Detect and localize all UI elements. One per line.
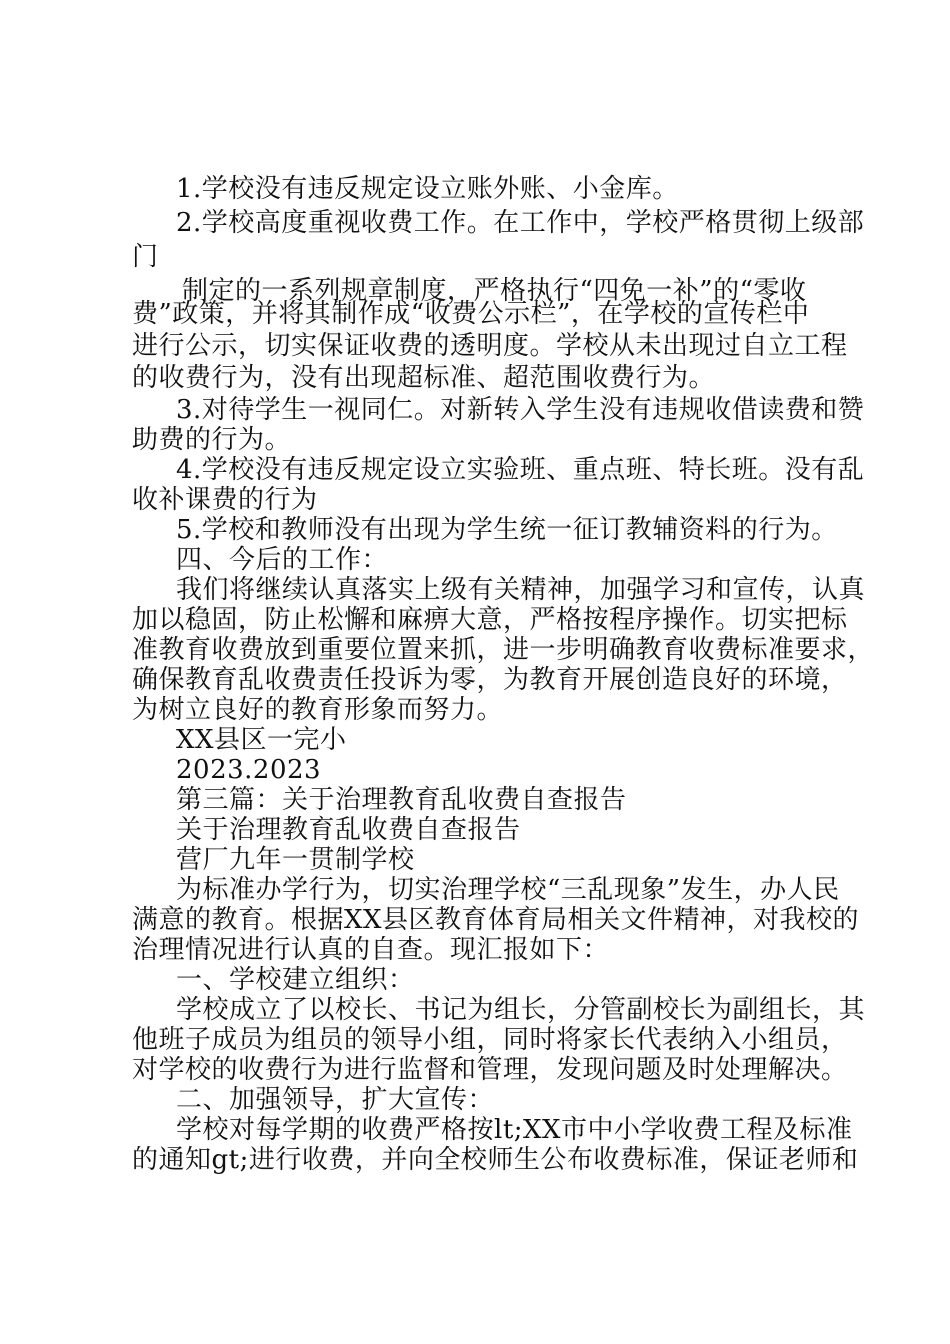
paragraph-line: 3.对待学生一视同仁。对新转入学生没有违规收借读费和赞 [176, 395, 865, 425]
paragraph-line: 学校对每学期的收费严格按lt;XX市中小学收费工程及标准 [176, 1115, 853, 1145]
school-name: 营厂九年一贯制学校 [176, 845, 415, 875]
paragraph-line: 为标准办学行为，切实治理学校“三乱现象”发生，办人民 [176, 875, 840, 905]
report-title: 关于治理教育乱收费自查报告 [176, 815, 521, 845]
paragraph-line: 门 [132, 242, 159, 272]
paragraph-line: 学校成立了以校长、书记为组长，分管副校长为副组长，其 [176, 995, 866, 1025]
paragraph-line: 他班子成员为组员的领导小组，同时将家长代表纳入小组员， [132, 1025, 848, 1055]
paragraph-line: 满意的教育。根据XX县区教育体育局相关文件精神，对我校的 [132, 905, 860, 935]
paragraph-line: 进行公示，切实保证收费的透明度。学校从未出现过自立工程 [132, 331, 848, 361]
paragraph-line: 确保教育乱收费责任投诉为零，为教育开展创造良好的环境， [132, 665, 848, 695]
date-line: 2023.2023 [176, 755, 322, 785]
paragraph-line: 准教育收费放到重要位置来抓，进一步明确教育收费标准要求， [132, 635, 875, 665]
paragraph-line: 为树立良好的教育形象而努力。 [132, 695, 504, 725]
paragraph-line: 助费的行为。 [132, 425, 292, 455]
paragraph-line: 1.学校没有违反规定设立账外账、小金库。 [176, 174, 679, 204]
signature-line: XX县区一完小 [176, 725, 347, 755]
section-heading: 一、学校建立组织： [176, 965, 415, 995]
section-heading: 二、加强领导，扩大宣传： [176, 1085, 495, 1115]
section-heading: 四、今后的工作： [176, 545, 389, 575]
paragraph-line: 4.学校没有违反规定设立实验班、重点班、特长班。没有乱 [176, 455, 865, 485]
paragraph-line: 收补课费的行为 [132, 485, 318, 515]
paragraph-line: 治理情况进行认真的自查。现汇报如下： [132, 935, 610, 965]
chapter-heading: 第三篇：关于治理教育乱收费自查报告 [176, 785, 627, 815]
paragraph-line: 5.学校和教师没有出现为学生统一征订教辅资料的行为。 [176, 515, 838, 545]
paragraph-line: 2.学校高度重视收费工作。在工作中，学校严格贯彻上级部 [176, 208, 865, 238]
paragraph-line: 费”政策，并将其制作成“收费公示栏”，在学校的宣传栏中 [132, 299, 810, 329]
paragraph-line: 对学校的收费行为进行监督和管理，发现问题及时处理解决。 [132, 1055, 848, 1085]
paragraph-line: 制定的一系列规章制度，严格执行“四免一补”的“零收 [182, 276, 807, 306]
paragraph-line: 我们将继续认真落实上级有关精神，加强学习和宣传，认真 [176, 575, 866, 605]
paragraph-line: 的收费行为，没有出现超标准、超范围收费行为。 [132, 363, 716, 393]
paragraph-line: 的通知gt;进行收费，并向全校师生公布收费标准，保证老师和 [132, 1145, 859, 1175]
paragraph-line: 加以稳固，防止松懈和麻痹大意，严格按程序操作。切实把标 [132, 605, 848, 635]
